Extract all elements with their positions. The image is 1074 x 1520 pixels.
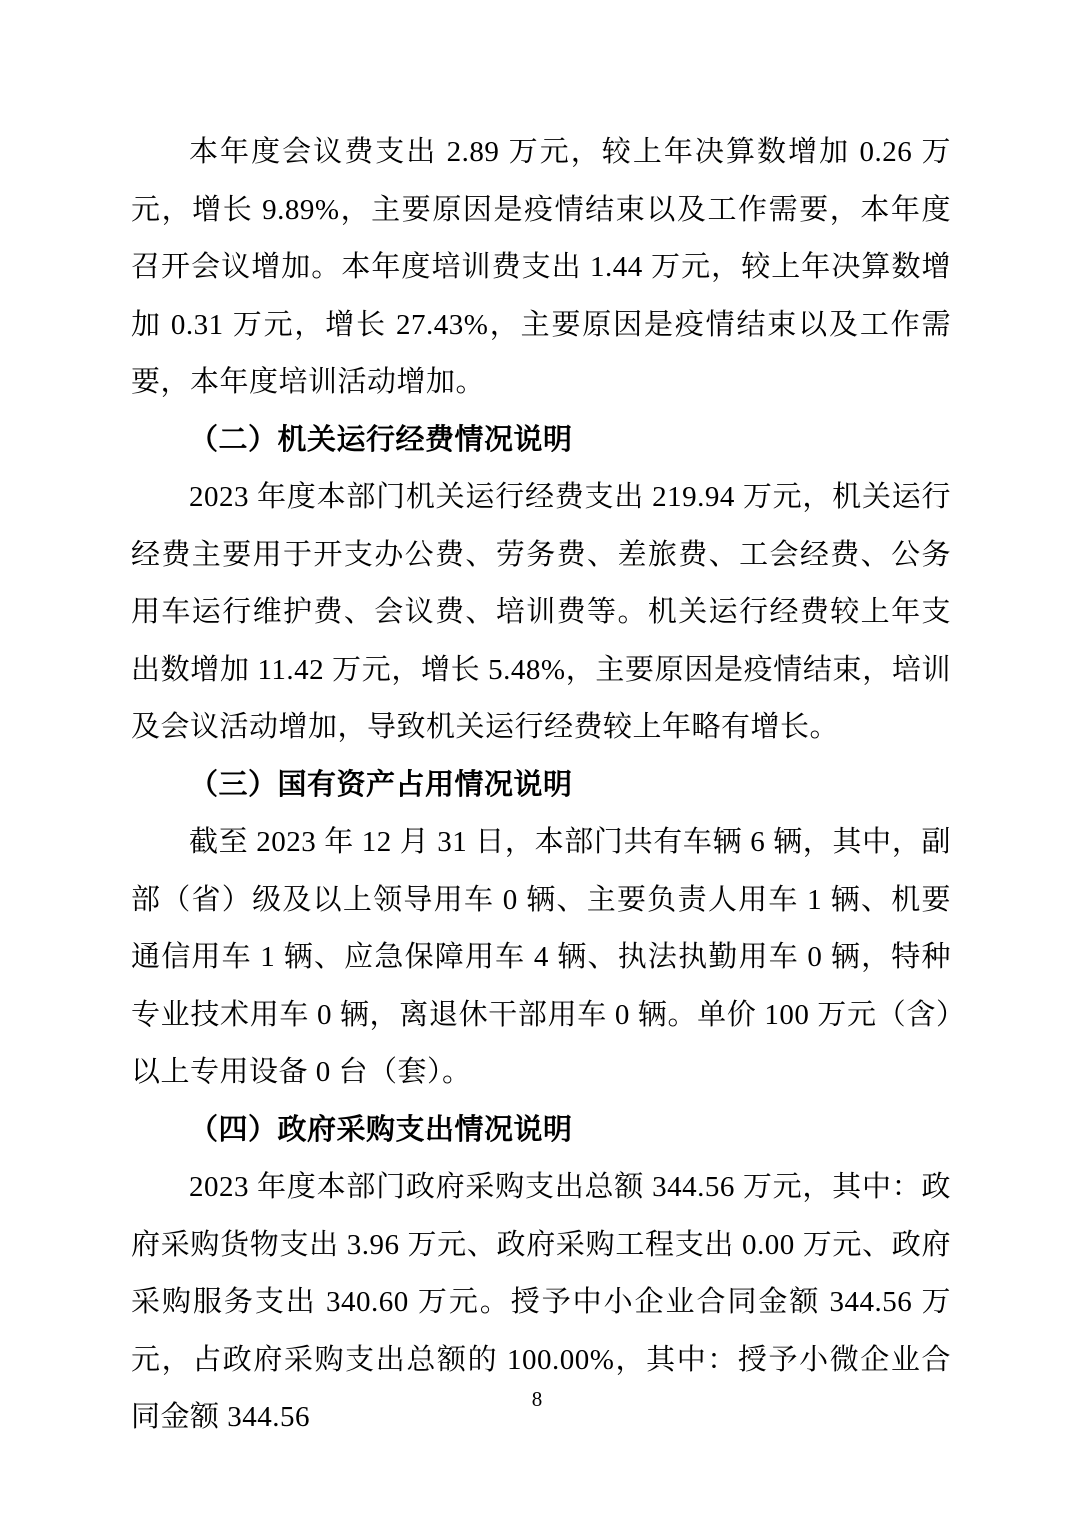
paragraph-agency-operating-expenses: 2023 年度本部门机关运行经费支出 219.94 万元，机关运行经费主要用于开支办公费、劳务费、差旅费、工会经费、公务用车运行维护费、会议费、培训费等。机关运行经费较上年支出数增加 11.42 万元，增长 5.48%，主要原因是疫情结束，培训及会议活动增加，导致机关运行经费较上年略有增长。 [131, 481, 951, 743]
document-content [131, 124, 951, 1447]
paragraph-state-owned-assets: 截至 2023 年 12 月 31 日，本部门共有车辆 6 辆，其中，副部（省）级及以上领导用车 0 辆、主要负责人用车 1 辆、机要通信用车 1 辆、应急保障用车 4 辆、执法执勤用车 0 辆，特种专业技术用车 0 辆，离退休干部用车 0 辆。单价 100 万元（含）以上专用设备 0 台（套）。 [131, 826, 951, 1088]
page-footer [0, 1384, 1074, 1414]
page-number: 8 [531, 1387, 543, 1411]
paragraph-government-procurement: 2023 年度本部门政府采购支出总额 344.56 万元，其中：政府采购货物支出 3.96 万元、政府采购工程支出 0.00 万元、政府采购服务支出 340.60 万元。授予中小企业合同金额 344.56 万元，占政府采购支出总额的 100.00%，其中：授予小微企业合同金额 344.56 [131, 1171, 951, 1433]
paragraph-meeting-and-training-fees: 本年度会议费支出 2.89 万元，较上年决算数增加 0.26 万元，增长 9.89%，主要原因是疫情结束以及工作需要，本年度召开会议增加。本年度培训费支出 1.44 万元，较上年决算数增加 0.31 万元，增长 27.43%，主要原因是疫情结束以及工作需要，本年度培训活动增加。 [131, 136, 951, 398]
heading-government-procurement: （四）政府采购支出情况说明 [189, 1113, 573, 1146]
heading-state-owned-assets: （三）国有资产占用情况说明 [189, 768, 573, 801]
heading-agency-operating-expenses: （二）机关运行经费情况说明 [189, 423, 573, 456]
